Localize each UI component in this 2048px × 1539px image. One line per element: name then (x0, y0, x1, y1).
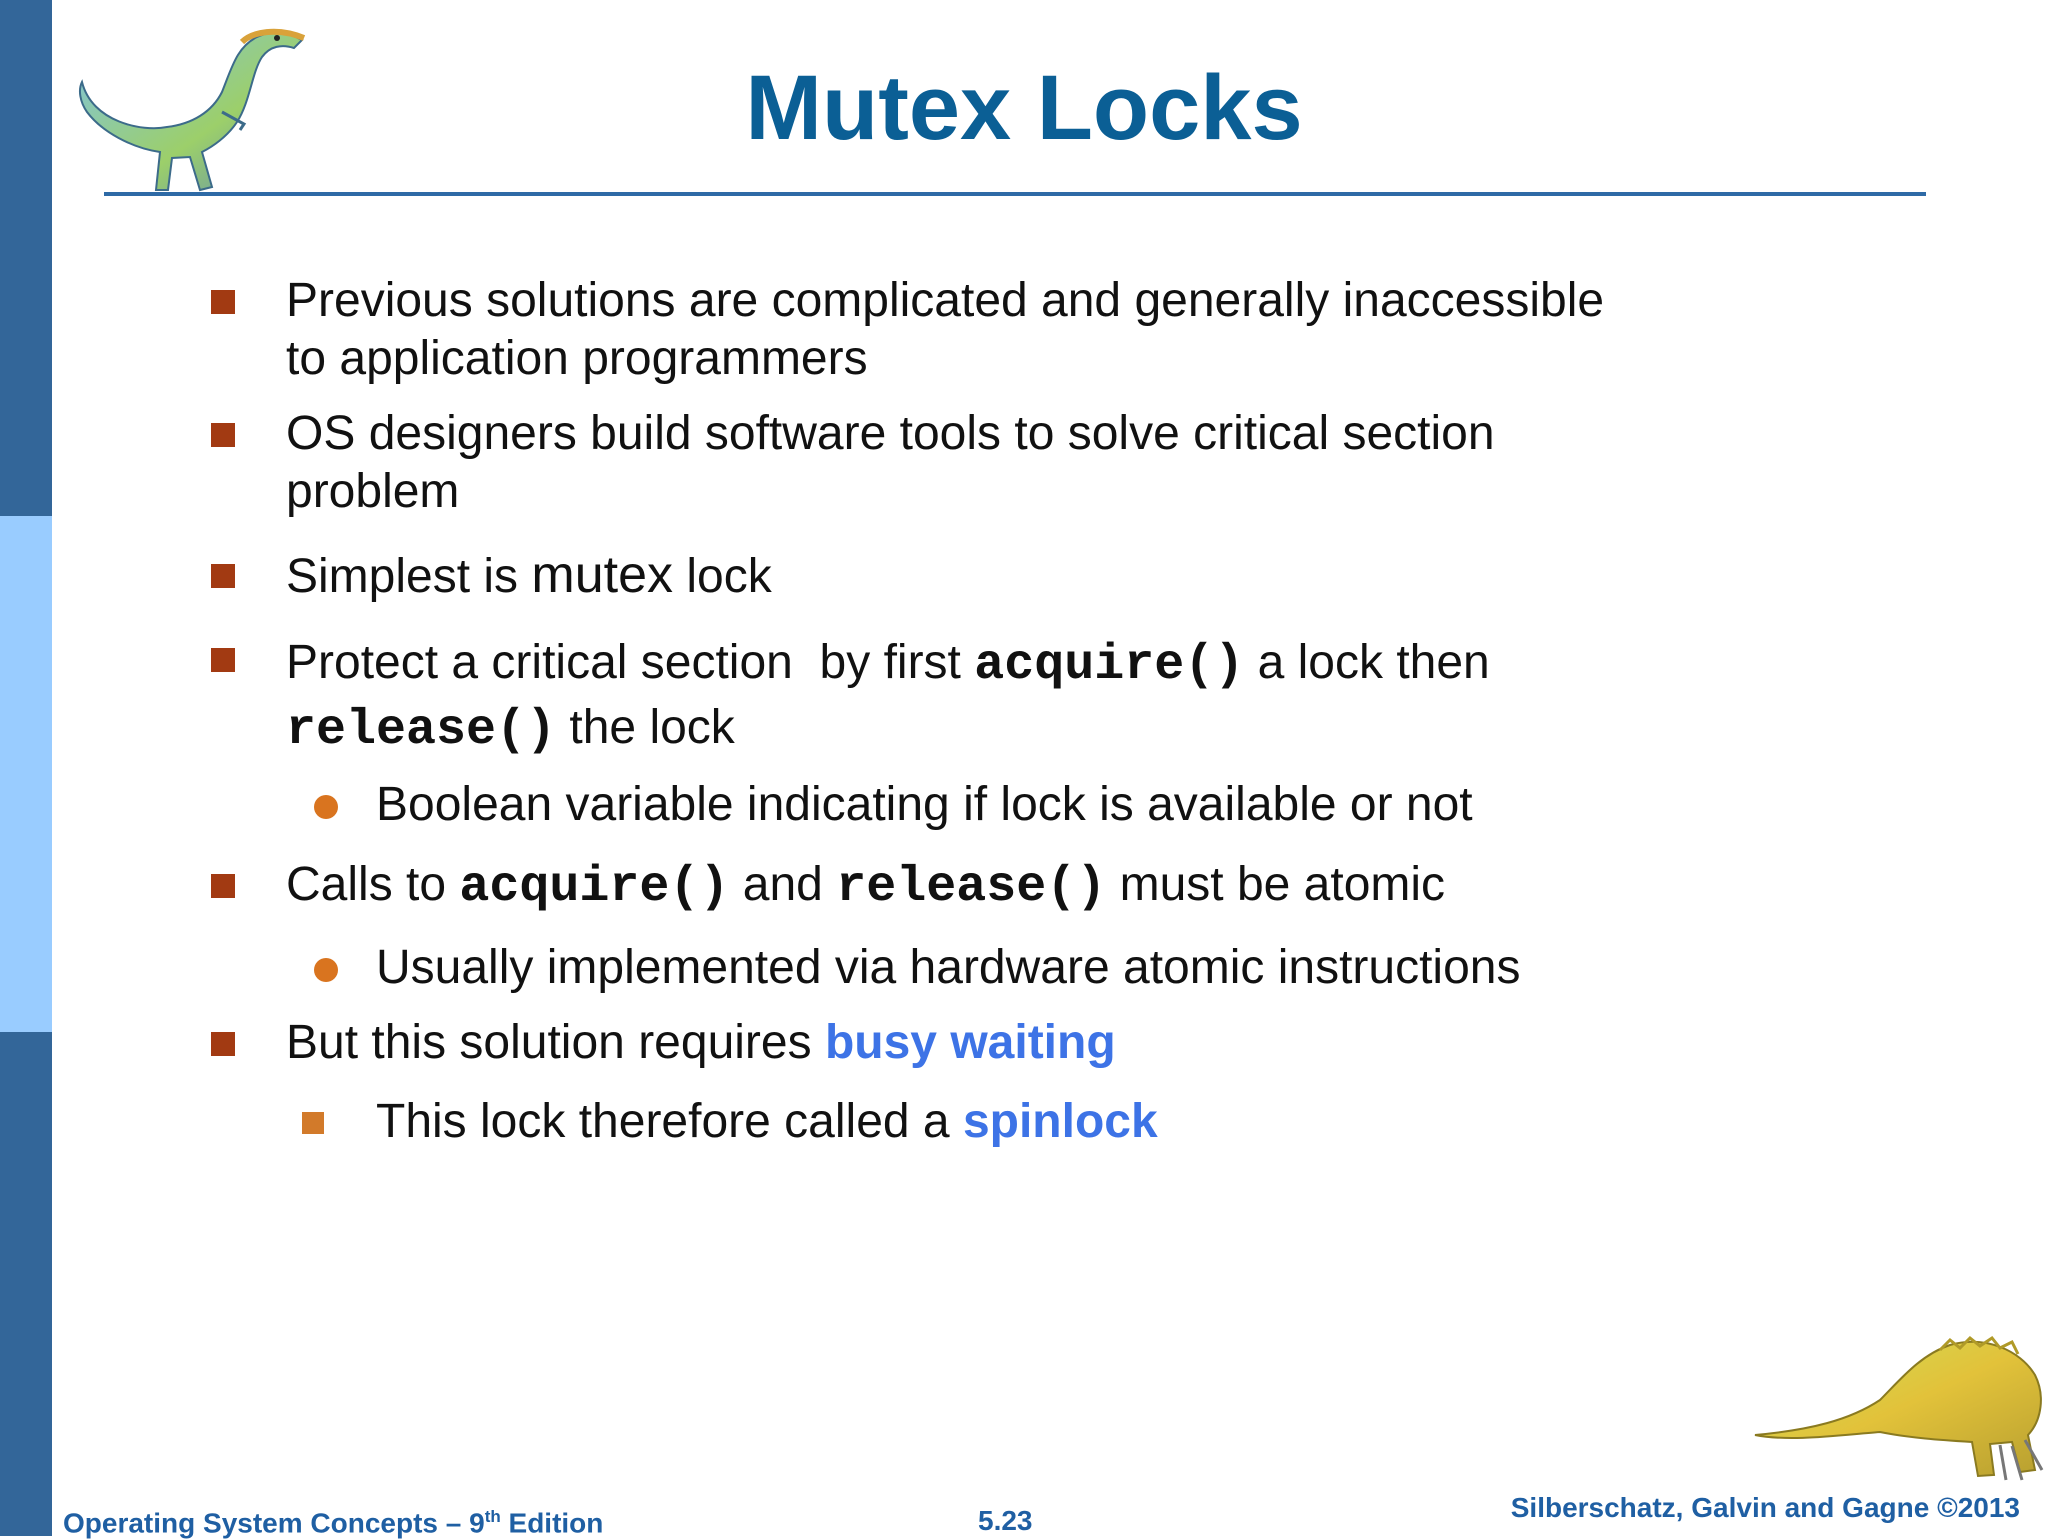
bullet-item-3 (286, 546, 772, 606)
bullet-4-text-post: the lock (556, 701, 735, 754)
slide-title: Mutex Locks (745, 57, 1303, 159)
footer-book-title (63, 1507, 603, 1539)
bullet-5-text-post: must be atomic (1106, 858, 1446, 911)
sidebar-stripe-middle (0, 516, 52, 1032)
footer-page-number: 5.23 (978, 1505, 1033, 1536)
bullet-6-text-pre: But this solution requires (286, 1016, 825, 1069)
bullet-item-6-sub (376, 1093, 1158, 1151)
bullet-6-highlight: busy waiting (824, 1016, 1116, 1069)
footer-book-post: Edition (500, 1507, 604, 1539)
bullet-4-code-acquire: acquire() (974, 637, 1245, 694)
bullet-1-line-1: Previous solutions are complicated and generally inaccessible (286, 274, 1605, 327)
footer-authors: Silberschatz, Galvin and Gagne ©2013 (1510, 1492, 2020, 1523)
dinosaur-bottom-icon (1750, 1320, 2048, 1490)
square-bullet-icon (211, 290, 235, 314)
bullet-3-text-pre: Simplest is (286, 550, 532, 603)
square-bullet-icon (211, 423, 235, 447)
square-bullet-icon (211, 648, 235, 672)
bullet-item-4-sub: Boolean variable indicating if lock is available or not (376, 778, 1473, 831)
bullet-4-text-pre: Protect a critical section by first (286, 636, 975, 689)
sidebar-stripe-bottom (0, 1032, 52, 1536)
square-bullet-icon (302, 1112, 324, 1134)
bullet-4-text-mid: a lock then (1244, 636, 1490, 689)
bullet-5-text-mid: and (729, 858, 837, 911)
bullet-1-line-2: to application programmers (286, 332, 868, 385)
bullet-item-6 (286, 1014, 1116, 1072)
bullet-6-sub-text-pre: This lock therefore called a (376, 1095, 963, 1148)
bullet-3-text-post: lock (673, 550, 772, 603)
dot-bullet-icon (314, 958, 338, 982)
footer-book-sup: th (484, 1507, 501, 1526)
bullet-item-5 (286, 856, 1445, 917)
square-bullet-icon (211, 1032, 235, 1056)
square-bullet-icon (211, 874, 235, 898)
bullet-3-term: mutex (531, 546, 673, 604)
bullet-item-1 (286, 272, 1604, 388)
footer-book-pre: Operating System Concepts – 9 (63, 1507, 485, 1539)
bullet-6-sub-highlight: spinlock (962, 1095, 1158, 1148)
bullet-5-text-pre: Calls to (286, 858, 460, 911)
square-bullet-icon (211, 564, 235, 588)
dot-bullet-icon (314, 795, 338, 819)
bullet-2-line-2: problem (286, 465, 460, 518)
bullet-5-code-acquire: acquire() (459, 859, 730, 916)
bullet-2-line-1: OS designers build software tools to solve critical section (286, 407, 1495, 460)
bullet-item-2 (286, 405, 1495, 521)
bullet-item-4 (286, 632, 1490, 762)
title-divider (104, 192, 1926, 196)
bullet-5-code-release: release() (836, 859, 1107, 916)
bullet-4-code-release: release() (286, 702, 557, 759)
bullet-item-5-sub: Usually implemented via hardware atomic instructions (376, 941, 1521, 994)
